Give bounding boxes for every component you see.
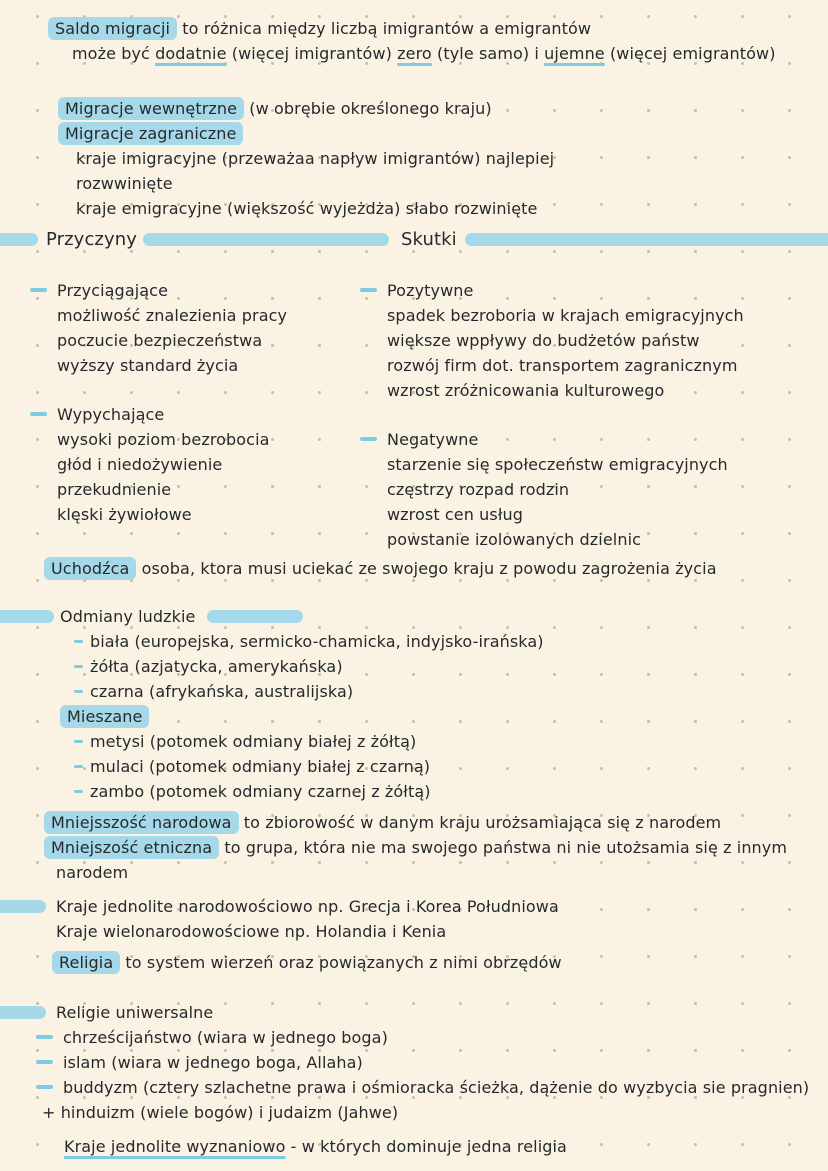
- list-item-text: mulaci (potomek odmiany białej z czarną): [90, 757, 431, 776]
- list-item-text: zambo (potomek odmiany czarnej z żółtą): [90, 782, 431, 801]
- effects-column: [360, 278, 828, 552]
- push-factors-block: [30, 402, 360, 527]
- subsection-title: Negatywne: [387, 430, 479, 449]
- list-item: wzrost zróżnicowania kulturowego: [387, 381, 665, 400]
- dash-marker-icon: [36, 1060, 53, 1064]
- list-item: częstrzy rozpad rodzin: [387, 480, 570, 499]
- list-item: głód i niedożywienie: [57, 455, 223, 474]
- list-item: starzenie się społeczeństw emigracyjnych: [387, 455, 728, 474]
- list-item-text: czarna (afrykańska, australijska): [90, 682, 354, 701]
- definition-text: to różnica między liczbą imigrantów a emigrantów: [177, 19, 592, 38]
- note-line: narodem: [56, 863, 129, 882]
- definition-text: osoba, ktora musi uciekać ze swojego kraju z powodu zagrożenia życia: [136, 559, 717, 578]
- underlined-term: Kraje jednolite wyznaniowo: [64, 1137, 286, 1156]
- list-item: klęski żywiołowe: [57, 505, 192, 524]
- dash-marker-icon: [30, 288, 47, 292]
- section-saldo-migracji: [48, 16, 776, 66]
- highlighted-term: Migracje wewnętrzne: [58, 97, 244, 120]
- note-line: [52, 950, 562, 975]
- note-line: [44, 556, 717, 581]
- list-item-text: biała (europejska, sermicko-chamicka, indyjsko-irańska): [90, 632, 544, 651]
- dash-marker-icon: [74, 740, 83, 744]
- highlight-bar: [207, 610, 303, 623]
- list-item: [36, 1075, 809, 1100]
- highlight-bar: [465, 233, 828, 246]
- dash-marker-icon: [74, 790, 83, 794]
- note-line: [44, 810, 787, 835]
- section-religie-uniwersalne: [36, 1000, 809, 1125]
- section-kraje-narodowosciowo: [56, 894, 559, 944]
- causes-effects-header: [0, 226, 828, 252]
- highlight-bar: [0, 900, 46, 913]
- subsection-title-line: [30, 278, 360, 303]
- highlighted-term: Migracje zagraniczne: [58, 122, 243, 145]
- list-item-text: buddyzm (cztery szlachetne prawa i ośmioracka ścieżka, dążenie do wyzbycia sie pragnien): [63, 1078, 810, 1097]
- note-line: [44, 835, 787, 860]
- dash-marker-icon: [74, 690, 83, 694]
- definition-text: (w obrębie określonego kraju): [244, 99, 492, 118]
- list-item: [60, 729, 544, 754]
- section-uchodzca: [44, 556, 717, 581]
- list-item: [36, 1050, 809, 1075]
- highlighted-term: Mniejsszość narodowa: [44, 811, 239, 834]
- highlight-bar: [0, 233, 38, 246]
- text-segment: może być: [72, 44, 156, 63]
- causes-column: [30, 278, 360, 552]
- subsection-title-line: [360, 278, 828, 303]
- dash-marker-icon: [36, 1085, 53, 1089]
- dash-marker-icon: [36, 1035, 53, 1039]
- positive-effects-block: [360, 278, 828, 403]
- section-odmiany-ludzkie: [60, 604, 544, 804]
- column-header-causes: Przyczyny: [46, 228, 137, 250]
- dash-marker-icon: [74, 765, 83, 769]
- list-item: poczucie bezpieczeństwa: [57, 331, 263, 350]
- subsection-title: Przyciągające: [57, 281, 169, 300]
- subsection-title: Pozytywne: [387, 281, 474, 300]
- list-item-text: chrześcijaństwo (wiara w jednego boga): [63, 1028, 388, 1047]
- pull-factors-block: [30, 278, 360, 378]
- highlight-bar: [0, 610, 54, 623]
- section-religia: [52, 950, 562, 975]
- highlighted-term: Mniejszość etniczna: [44, 836, 219, 859]
- note-line: kraje imigracyjne (przeważaa napływ imigrantów) najlepiej: [76, 149, 555, 168]
- list-item: [60, 654, 544, 679]
- highlight-bar: [143, 233, 389, 246]
- list-item: przekudnienie: [57, 480, 172, 499]
- note-line: [64, 1134, 567, 1159]
- underlined-term: ujemne: [544, 44, 605, 63]
- list-item: większe wppływy do budżetów państw: [387, 331, 700, 350]
- list-item: [60, 779, 544, 804]
- subsection-title-line: [60, 704, 544, 729]
- underlined-term: dodatnie: [155, 44, 227, 63]
- list-item: [60, 754, 544, 779]
- highlighted-term: Uchodźca: [44, 557, 136, 580]
- subsection-title-line: [60, 604, 544, 629]
- note-line: [48, 16, 776, 41]
- dash-marker-icon: [360, 437, 377, 441]
- list-item: wyższy standard życia: [57, 356, 239, 375]
- list-item: wysoki poziom bezrobocia: [57, 430, 270, 449]
- underlined-term: zero: [397, 44, 432, 63]
- highlighted-term: Saldo migracji: [48, 17, 177, 40]
- subsection-title: Odmiany ludzkie: [60, 607, 196, 626]
- text-segment: (więcej emigrantów): [604, 44, 776, 63]
- list-item: powstanie izolowanych dzielnic: [387, 530, 642, 549]
- highlighted-term: Mieszane: [60, 705, 149, 728]
- list-item: rozwój firm dot. transportem zagranicznym: [387, 356, 738, 375]
- section-kraje-wyznaniowo: [64, 1134, 567, 1159]
- note-line: rozwwinięte: [76, 174, 173, 193]
- note-line: [58, 96, 554, 121]
- section-migracje: [58, 96, 554, 221]
- dash-marker-icon: [74, 665, 83, 669]
- list-item: [60, 679, 544, 704]
- dash-marker-icon: [30, 412, 47, 416]
- subsection-title-line: [30, 402, 360, 427]
- list-item: wzrost cen usług: [387, 505, 523, 524]
- text-segment: (więcej imigrantów): [226, 44, 398, 63]
- dash-marker-icon: [74, 640, 83, 644]
- list-item-text: islam (wiara w jednego boga, Allaha): [63, 1053, 363, 1072]
- note-line: [58, 121, 554, 146]
- text-segment: (tyle samo) i: [431, 44, 545, 63]
- note-line: kraje emigracyjne (większość wyjeżdża) słabo rozwinięte: [76, 199, 538, 218]
- list-item: możliwość znalezienia pracy: [57, 306, 288, 325]
- definition-text: - w których dominuje jedna religia: [285, 1137, 567, 1156]
- subsection-title-line: Religie uniwersalne: [56, 1003, 214, 1022]
- note-line: Kraje jednolite narodowościowo np. Grecja i Korea Południowa: [56, 897, 559, 916]
- list-item-text: metysi (potomek odmiany białej z żółtą): [90, 732, 417, 751]
- highlighted-term: Religia: [52, 951, 120, 974]
- negative-effects-block: [360, 427, 828, 552]
- column-header-effects: Skutki: [401, 228, 457, 250]
- causes-effects-columns: [30, 278, 828, 552]
- definition-text: to system wierzeń oraz powiązanych z nimi obrzędów: [120, 953, 562, 972]
- list-item: [36, 1025, 809, 1050]
- section-mniejszosci: [44, 810, 787, 885]
- list-item: spadek bezroboria w krajach emigracyjnych: [387, 306, 744, 325]
- subsection-title-line: [360, 427, 828, 452]
- list-item: [60, 629, 544, 654]
- definition-text: to zbiorowość w danym kraju urożsamiająca się z narodem: [238, 813, 722, 832]
- dash-marker-icon: [360, 288, 377, 292]
- note-line: Kraje wielonarodowościowe np. Holandia i Kenia: [56, 922, 447, 941]
- list-item: + hinduizm (wiele bogów) i judaizm (Jahwe): [42, 1103, 399, 1122]
- note-line: [48, 41, 776, 66]
- subsection-title: Wypychające: [57, 405, 165, 424]
- list-item-text: żółta (azjatycka, amerykańska): [90, 657, 343, 676]
- definition-text: to grupa, która nie ma swojego państwa ni nie utożsamia się z innym: [219, 838, 788, 857]
